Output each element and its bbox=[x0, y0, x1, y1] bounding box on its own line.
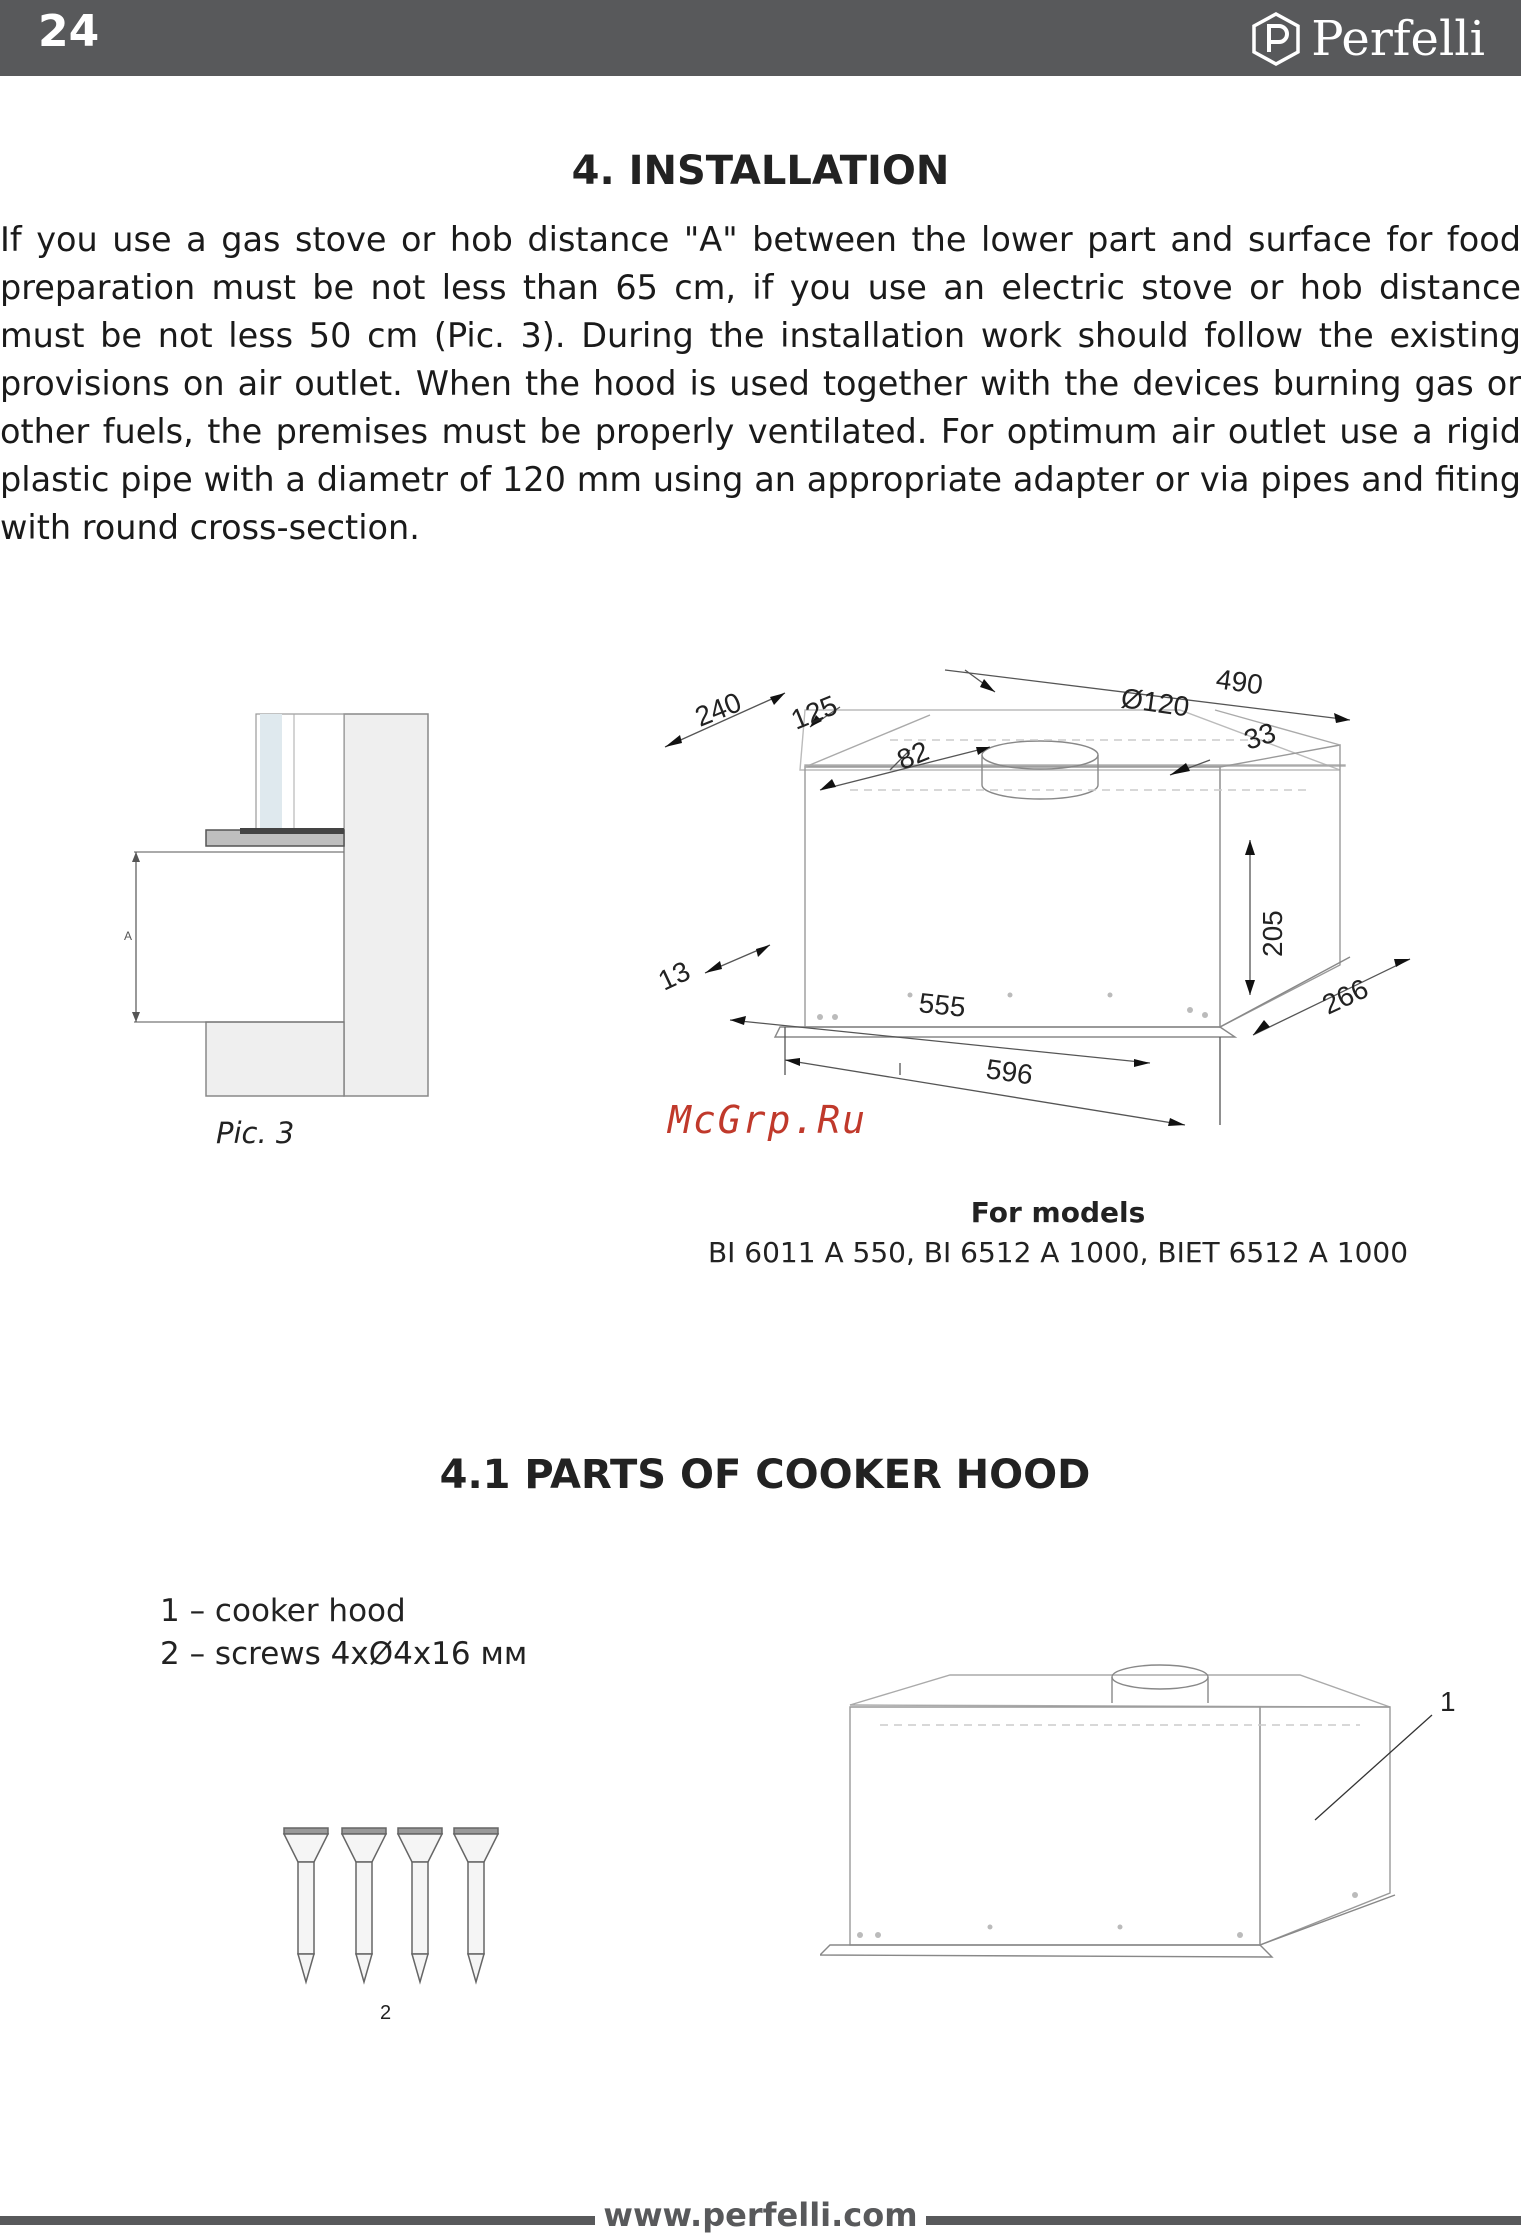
dim-266: 266 bbox=[1317, 972, 1373, 1021]
screws-drawing bbox=[270, 1820, 530, 2030]
section-title-installation: 4. INSTALLATION bbox=[571, 148, 950, 194]
distance-a-label: A bbox=[124, 929, 133, 943]
dim-240: 240 bbox=[690, 686, 746, 733]
dim-82: 82 bbox=[892, 735, 934, 776]
models-list: BI 6011 A 550, BI 6512 A 1000, BIET 6512 A 1000 bbox=[707, 1236, 1409, 1269]
screw-icon bbox=[284, 1828, 328, 1982]
installation-distance-diagram bbox=[120, 700, 440, 1100]
screws-label: 2 bbox=[380, 2002, 392, 2024]
dim-205: 205 bbox=[1257, 910, 1288, 957]
screw-icon bbox=[454, 1828, 498, 1982]
dim-596: 596 bbox=[984, 1053, 1035, 1091]
dim-33: 33 bbox=[1240, 716, 1280, 756]
dim-125: 125 bbox=[786, 689, 842, 736]
brand-name: Perfelli bbox=[1311, 11, 1485, 67]
page-number: 24 bbox=[38, 6, 100, 57]
watermark: McGrp.Ru bbox=[668, 1098, 868, 1142]
brand-logo bbox=[1251, 10, 1485, 68]
parts-item-hood: 1 – cooker hood bbox=[160, 1593, 406, 1629]
page-header bbox=[0, 0, 1521, 76]
parts-list bbox=[160, 1590, 527, 1676]
section-title-parts: 4.1 PARTS OF COOKER HOOD bbox=[439, 1452, 1091, 1498]
dim-490: 490 bbox=[1214, 663, 1265, 701]
hood-label: 1 bbox=[1440, 1686, 1456, 1717]
perfelli-logo-icon bbox=[1251, 12, 1301, 66]
dim-120: Ø120 bbox=[1119, 682, 1192, 723]
models-title: For models bbox=[970, 1196, 1146, 1229]
footer-url[interactable]: www.perfelli.com bbox=[603, 2196, 918, 2234]
hood-dimension-drawing bbox=[650, 655, 1430, 1155]
pic3-caption: Pic. 3 bbox=[216, 1116, 295, 1150]
screw-icon bbox=[398, 1828, 442, 1982]
parts-item-screws: 2 – screws 4xØ4x16 мм bbox=[160, 1636, 528, 1672]
screw-icon bbox=[342, 1828, 386, 1982]
installation-text: If you use a gas stove or hob distance "A" between the lower part and surface for food preparation must be not less than 65 cm, if you use an electric stove or hob distance must be not less 50 cm (Pic. 3). During the installation work should follow the existing provisions on air outlet. When the hood is used together with the devices burning gas or other fuels, the premises must be properly ventilated. For optimum air outlet use a rigid plastic pipe with a diametr of 120 mm using an appropriate adapter or via pipes and fiting with round cross-section. bbox=[0, 220, 1521, 547]
dim-555: 555 bbox=[917, 987, 968, 1023]
cooker-hood-drawing bbox=[820, 1645, 1470, 1985]
dim-13: 13 bbox=[653, 955, 695, 997]
